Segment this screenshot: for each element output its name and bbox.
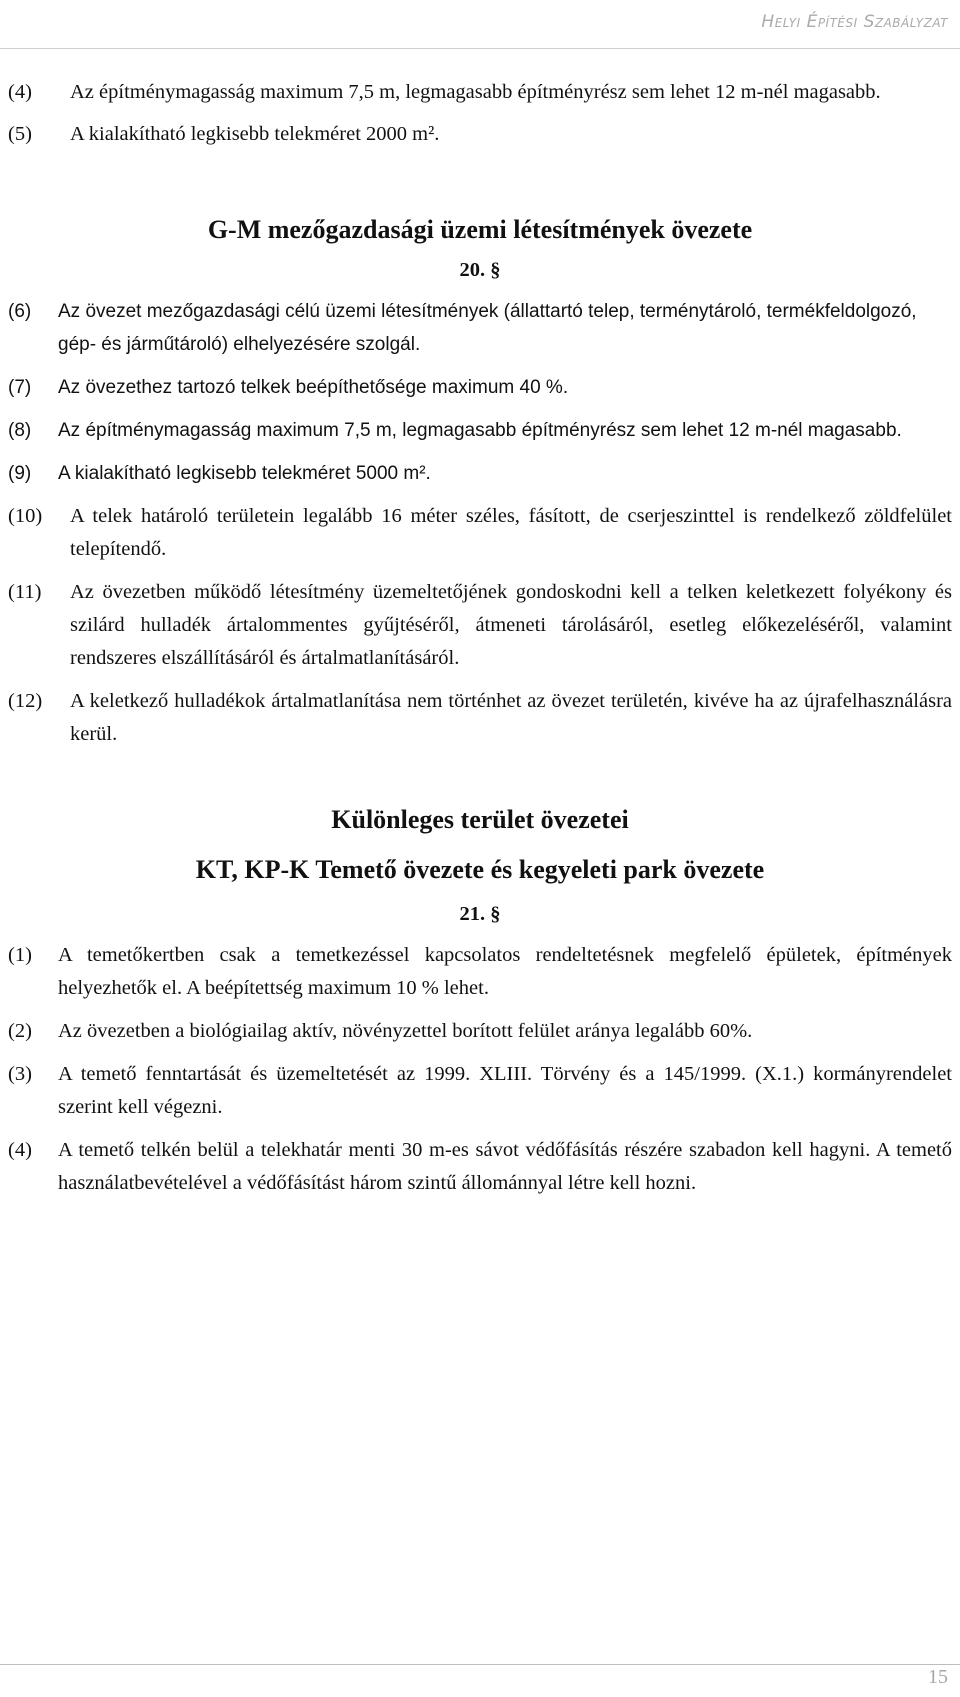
- paragraph-10: [8, 500, 952, 566]
- paragraph-text: A kialakítható legkisebb telekméret 2000 m².: [70, 123, 440, 145]
- paragraph-number: (8): [8, 420, 32, 441]
- document-title: Helyi Építési Szabályzat: [761, 12, 948, 32]
- section-heading-gm: G-M mezőgazdasági üzemi létesítmények övezete: [207, 215, 753, 244]
- paragraph-number: (6): [8, 301, 32, 322]
- paragraph-text: Az övezetben a biológiailag aktív, növényzettel borított felület aránya legalább 60%.: [58, 1020, 753, 1042]
- paragraph-text: Az övezethez tartozó telkek beépíthetősége maximum 40 %.: [58, 377, 569, 398]
- paragraph-number: (1): [8, 944, 32, 966]
- paragraph-9: [8, 457, 952, 490]
- gm-paragraphs-serif: [8, 500, 952, 751]
- section-heading-special-areas: Különleges terület övezetei: [331, 805, 629, 834]
- paragraph-number: (9): [8, 463, 32, 484]
- footer-divider: [0, 1664, 960, 1665]
- section-number-21: 21. §: [459, 903, 501, 925]
- paragraph-text: A keletkező hulladékok ártalmatlanítása nem történhet az övezet területén, kivéve ha az újrafelhasználásra kerül.: [70, 690, 952, 745]
- paragraph-number: (4): [8, 1139, 32, 1161]
- paragraph-6: [8, 295, 952, 361]
- header-divider: [0, 48, 960, 49]
- paragraph-number: (5): [8, 123, 32, 145]
- paragraph-5: [8, 118, 952, 151]
- document-body: [8, 76, 952, 1210]
- paragraph-number: (12): [8, 690, 43, 712]
- paragraph-text: A telek határoló területein legalább 16 méter széles, fásított, de cserjeszinttel is rendelkező zöldfelület telepítendő.: [70, 505, 952, 560]
- section-number-20: 20. §: [459, 259, 501, 281]
- paragraph-text: A temető telkén belül a telekhatár menti 30 m-es sávot védőfásítás részére szabadon kell hagyni. A temető használatbevételével a védőfásítást három szintű állománnyal létre kell hozni.: [58, 1139, 952, 1194]
- page-number: 15: [928, 1666, 948, 1688]
- paragraph-number: (3): [8, 1063, 32, 1085]
- kt-paragraph-2: [8, 1015, 952, 1048]
- kt-paragraph-4: [8, 1134, 952, 1200]
- section-heading-cemetery: KT, KP-K Temető övezete és kegyeleti park övezete: [195, 855, 765, 884]
- paragraph-7: [8, 371, 952, 404]
- paragraph-number: (4): [8, 81, 32, 103]
- paragraph-number: (2): [8, 1020, 32, 1042]
- paragraph-4: [8, 76, 952, 109]
- paragraph-number: (7): [8, 377, 32, 398]
- paragraph-text: A kialakítható legkisebb telekméret 5000 m².: [58, 463, 431, 484]
- paragraph-12: [8, 685, 952, 751]
- paragraph-text: Az építménymagasság maximum 7,5 m, legmagasabb építményrész sem lehet 12 m-nél magasabb.: [58, 420, 902, 441]
- kt-paragraph-1: [8, 939, 952, 1005]
- paragraph-text: A temetőkertben csak a temetkezéssel kapcsolatos rendeltetésnek megfelelő épületek, építmények helyezhetők el. A beépítettség maximum 10 % lehet.: [58, 944, 952, 999]
- paragraph-text: A temető fenntartását és üzemeltetését az 1999. XLIII. Törvény és a 145/1999. (X.1.) kormányrendelet szerint kell végezni.: [58, 1063, 952, 1118]
- paragraph-text: Az övezetben működő létesítmény üzemeltetőjének gondoskodni kell a telken keletkezett folyékony és szilárd hulladék ártalommentes gyűjtéséről, átmeneti tárolásáról, esetleg előkezeléséről, valamint rendszeres elszállításáról és ártalmatlanításáról.: [70, 581, 952, 669]
- paragraph-text: Az építménymagasság maximum 7,5 m, legmagasabb építményrész sem lehet 12 m-nél magasabb.: [70, 81, 881, 103]
- paragraph-number: (11): [8, 581, 42, 603]
- paragraph-number: (10): [8, 505, 43, 527]
- paragraph-11: [8, 576, 952, 675]
- kt-paragraph-3: [8, 1058, 952, 1124]
- paragraph-text: Az övezet mezőgazdasági célú üzemi létesítmények (állattartó telep, terménytároló, termékfeldolgozó, gép- és járműtároló) elhelyezésére szolgál.: [58, 301, 917, 355]
- paragraph-8: [8, 414, 952, 447]
- gm-paragraphs: [8, 295, 952, 490]
